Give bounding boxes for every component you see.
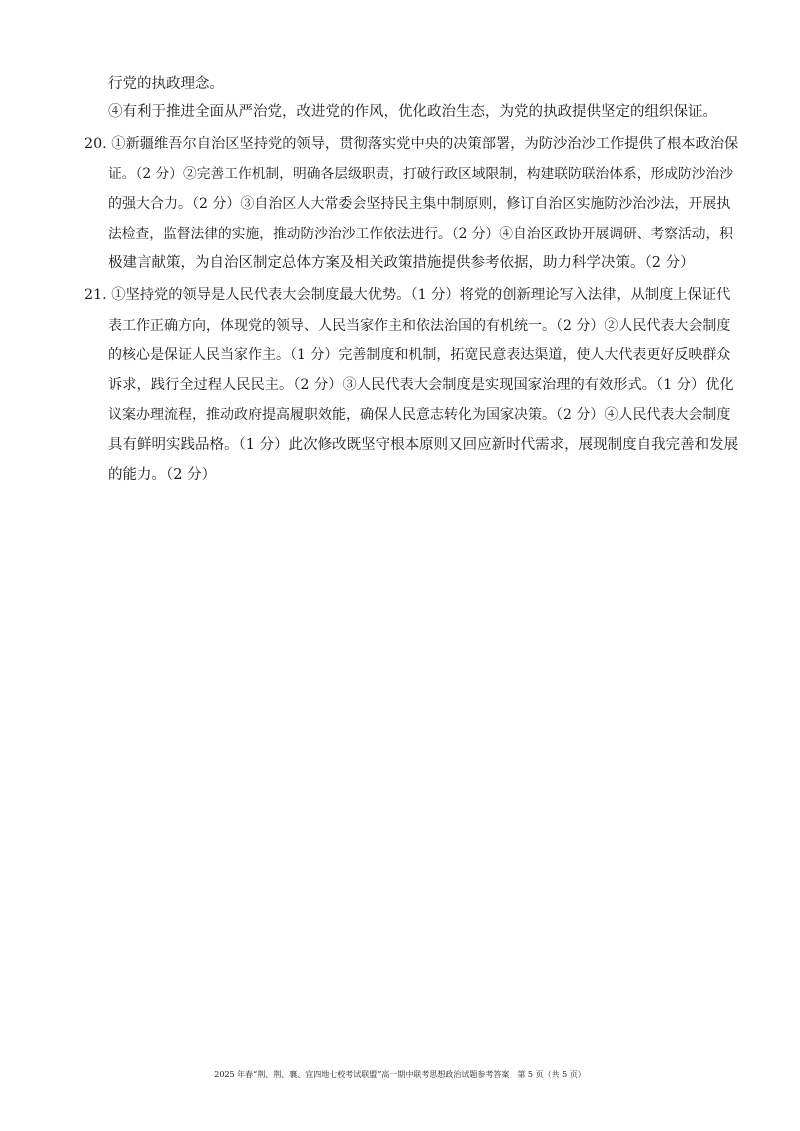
text-line: ④有利于推进全面从严治党，改进党的作风，优化政治生态，为党的执政提供坚定的组织保证。 [108,104,717,120]
text-line: 法检查，监督法律的实施，推动防沙治沙工作依法进行。（2 分）④自治区政协开展调研、考察活动，积 [108,226,733,242]
text-line: 的强大合力。（2 分）③自治区人大常委会坚持民主集中制原则，修订自治区实施防沙治沙法，开展执 [108,196,731,212]
page-footer: 2025 年春“荆、荆、襄、宜四地七校考试联盟”高一期中联考思想政治试题参考答案 第 5 页（共 5 页） [214,1070,586,1079]
question-21-first-line: 21. ①坚持党的领导是人民代表大会制度最大优势。（1 分）将党的创新理论写入法律，从制度上保证代 [84,287,731,303]
text-line: 议案办理流程，推动政府提高履职效能，确保人民意志转化为国家决策。（2 分）④人民代表大会制度 [108,407,731,423]
text-line: 表工作正确方向，体现党的领导、人民当家作主和依法治国的有机统一。（2 分）②人民代表大会制度 [108,318,731,334]
text-line: 极建言献策，为自治区制定总体方案及相关政策措施提供参考依据，助力科学决策。（2 分） [108,255,695,271]
text-line: 诉求，践行全过程人民民主。（2 分）③人民代表大会制度是实现国家治理的有效形式。（1 分）优化 [108,377,734,393]
text-line: 证。（2 分）②完善工作机制，明确各层级职责，打破行政区域限制，构建联防联治体系，形成防沙治沙 [108,166,733,182]
text-line: 具有鲜明实践品格。（1 分）此次修改既坚守根本原则又回应新时代需求，展现制度自我完善和发展 [108,437,739,453]
text-line: 行党的执政理念。 [108,76,224,92]
question-20-first-line: 20. ①新疆维吾尔自治区坚持党的领导，贯彻落实党中央的决策部署，为防沙治沙工作提供了根本政治保 [84,136,739,152]
text-line: 的能力。（2 分） [108,467,217,483]
text-line: 的核心是保证人民当家作主。（1 分）完善制度和机制，拓宽民意表达渠道，使人大代表更好反映群众 [108,347,731,363]
